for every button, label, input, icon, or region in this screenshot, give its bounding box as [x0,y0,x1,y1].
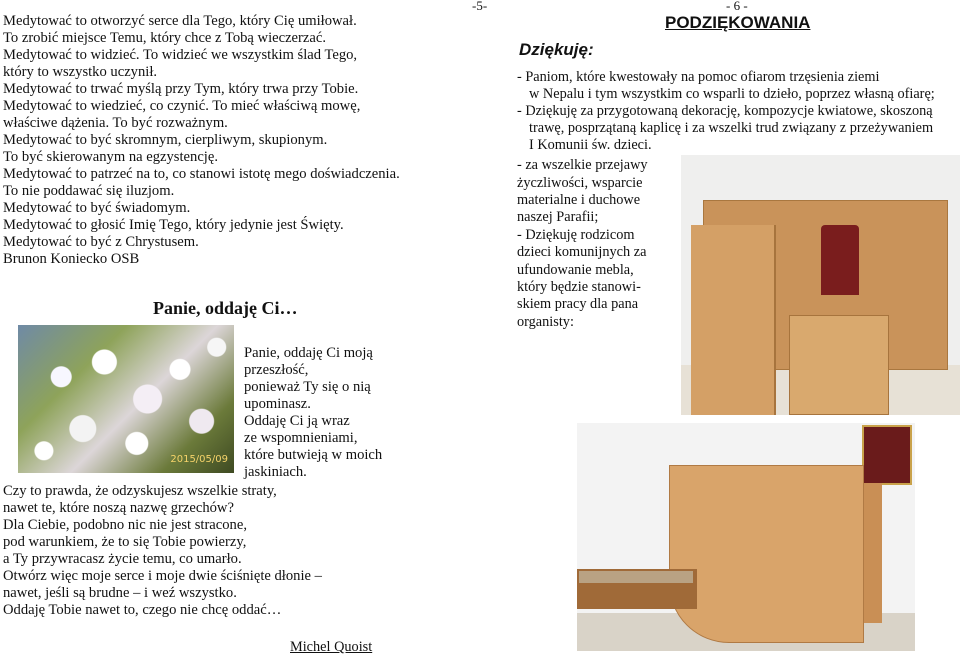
meditation-line: który to wszystko uczynił. [3,64,158,80]
organist-desk-photo [681,155,960,415]
subtitle: Dziękuję: [519,40,594,59]
meditation-line: Medytować to trwać myślą przy Tym, który trwa przy Tobie. [3,81,359,97]
page-number-right: - 6 - [726,0,748,13]
thanks-line: dzieci komunijnych za [517,244,647,260]
meditation-line: Medytować to być z Chrystusem. [3,234,199,250]
meditation-line: Medytować to otworzyć serce dla Tego, który Cię umiłował. [3,13,357,29]
poem-line: ponieważ Ty się o nią [244,379,371,395]
meditation-line: Medytować to być skromnym, cierpliwym, skupionym. [3,132,328,148]
meditation-line: To zrobić miejsce Temu, który chce z Tobą wieczerzać. [3,30,326,46]
poem-line: Otwórz więc moje serce i moje dwie ściśnięte dłonie – [3,568,322,584]
thanks-line: - Dziękuję rodzicom [517,227,635,243]
meditation-line: Medytować to wiedzieć, co czynić. To mieć właściwą mowę, [3,98,361,114]
poem-line: które butwieją w moich [244,447,383,463]
organist-desk-photo-2 [577,423,915,651]
thanks-line: - Dziękuję za przygotowaną dekorację, kompozycje kwiatowe, skoszoną [517,103,933,119]
poem-line: upominasz. [244,396,311,412]
poem-author: Michel Quoist [290,639,373,655]
red-chair [821,225,859,295]
poem-line: Dla Ciebie, podobno nic nie jest stracone, [3,517,247,533]
meditation-line: To nie poddawać się iluzjom. [3,183,175,199]
poem-line: pod warunkiem, że to się Tobie powierzy, [3,534,247,550]
poem-line: Oddaję Ci ją wraz [244,413,350,429]
page-title: PODZIĘKOWANIA [665,13,811,32]
thanks-line: życzliwości, wsparcie [517,175,643,191]
thanks-line: który będzie stanowi- [517,279,641,295]
poem-line: Oddaję Tobie nawet to, czego nie chcę oddać… [3,602,282,618]
poem-title: Panie, oddaję Ci… [153,298,298,318]
poem-line: jaskiniach. [244,464,307,480]
thanks-line: skiem pracy dla pana [517,296,639,312]
meditation-line: Medytować to widzieć. To widzieć we wszystkim ślad Tego, [3,47,358,63]
thanks-line: - Paniom, które kwestowały na pomoc ofiarom trzęsienia ziemi [517,69,880,85]
desk-cabinet [789,315,889,415]
thanks-line: materialne i duchowe [517,192,641,208]
poem-line: Czy to prawda, że odzyskujesz wszelkie straty, [3,483,277,499]
thanks-line: ufundowanie mebla, [517,262,634,278]
thanks-line: I Komunii św. dzieci. [529,137,652,153]
meditation-line: Medytować to głosić Imię Tego, który jedynie jest Święty. [3,217,344,233]
poem-line: Panie, oddaję Ci moją [244,345,373,361]
meditation-author: Brunon Koniecko OSB [3,251,140,267]
desk-front-panel [691,225,776,415]
poem-line: nawet, jeśli są brudne – i weź wszystko. [3,585,237,601]
shrine-picture [862,425,912,485]
poem-line: a Ty przywracasz życie temu, co umarło. [3,551,242,567]
curved-desk [669,465,864,643]
poem-line: ze wspomnieniami, [244,430,358,446]
thanks-line: w Nepalu i tym wszystkim co wsparli to dzieło, poprzez własną ofiarę; [529,86,935,102]
poem-line: przeszłość, [244,362,309,378]
bench-cushion [579,571,693,583]
meditation-line: Medytować to patrzeć na to, co stanowi istotę mego doświadczenia. [3,166,400,182]
page-number-left: -5- [472,0,488,13]
meditation-line: To być skierowanym na egzystencję. [3,149,218,165]
poem-line: nawet te, które noszą nazwę grzechów? [3,500,234,516]
apple-blossom-photo [18,325,234,473]
meditation-line: właściwe dążenia. To być rozważnym. [3,115,228,131]
thanks-line: organisty: [517,314,574,330]
photo-date-stamp: 2015/05/09 [170,454,228,465]
thanks-line: naszej Parafii; [517,209,599,225]
thanks-line: - za wszelkie przejawy [517,157,648,173]
meditation-line: Medytować to być świadomym. [3,200,191,216]
thanks-line: trawę, posprzątaną kaplicę i za wszelki trud związany z przeżywaniem [529,120,934,136]
